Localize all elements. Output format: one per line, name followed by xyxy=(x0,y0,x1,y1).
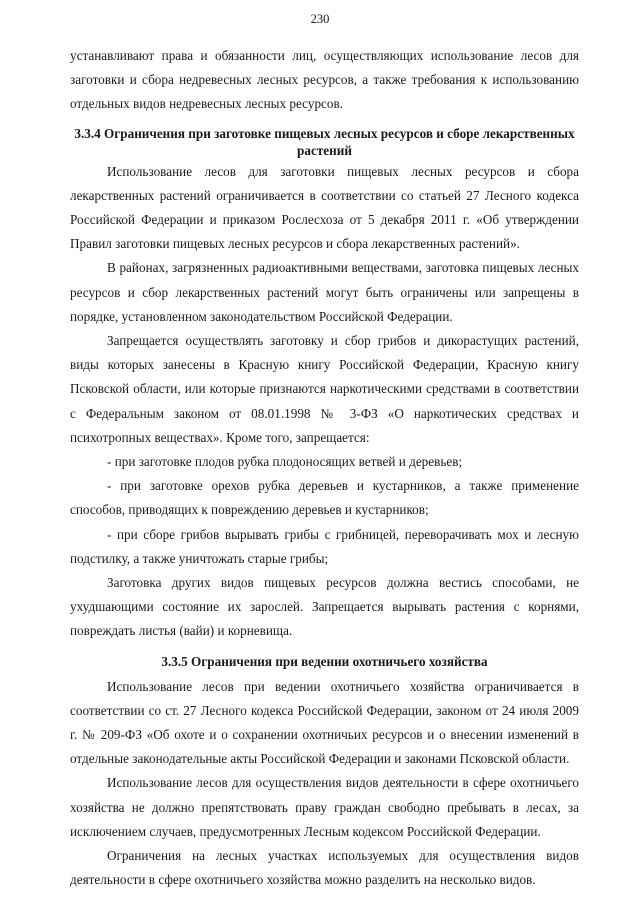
list-item: - при заготовке орехов рубка деревьев и кустарников, а также применение способов, приводящих к повреждению деревьев и кустарников; xyxy=(70,478,579,518)
section-heading-3-3-5: 3.3.5 Ограничения при ведении охотничьего хозяйства xyxy=(161,653,488,669)
intro-paragraph: устанавливают права и обязанности лиц, осуществляющих использование лесов для заготовки и сбора недревесных лесных ресурсов, а также требования к использованию отдельных видов недревесных лесных ресурсов. xyxy=(70,48,579,112)
list-item: - при сборе грибов вырывать грибы с грибницей, переворачивать мох и лесную подстилку, а также уничтожать старые грибы; xyxy=(70,526,579,566)
paragraph: Запрещается осуществлять заготовку и сбор грибов и дикорастущих растений, виды которых занесены в Красную книгу Российской Федерации, Красную книгу Псковской области, или которые признаются наркотическими средствами в соответствии с Федеральным законом от 08.01.1998 № 3-ФЗ «О наркотических средствах и психотропных веществах». Кроме того, запрещается: xyxy=(70,333,579,445)
page-number: 230 xyxy=(310,12,330,26)
paragraph: Использование лесов для осуществления видов деятельности в сфере охотничьего хозяйства не должно препятствовать праву граждан свободно пребывать в лесах, за исключением случаев, предусмотренных Лесным кодексом Российской Федерации. xyxy=(70,775,579,839)
paragraph: Ограничения на лесных участках используемых для осуществления видов деятельности в сфере охотничьего хозяйства можно разделить на несколько видов. xyxy=(70,848,579,888)
paragraph: Использование лесов при ведении охотничьего хозяйства ограничивается в соответствии со ст. 27 Лесного кодекса Российской Федерации, законом от 24 июля 2009 г. № 209-ФЗ «Об охоте и о сохранении охотничьих ресурсов и о внесении изменений в отдельные законодательные акты Российской Федерации и законами Псковской области. xyxy=(70,678,579,767)
paragraph: В районах, загрязненных радиоактивными веществами, заготовка пищевых лесных ресурсов и сбор лекарственных растений могут быть ограничены или запрещены в порядке, установленном законодательством Российской Федерации. xyxy=(70,260,579,324)
list-item: - при заготовке плодов рубка плодоносящих ветвей и деревьев; xyxy=(107,454,463,470)
section-heading-3-3-4: 3.3.4 Ограничения при заготовке пищевых лесных ресурсов и сборе лекарственных растений xyxy=(74,125,575,158)
paragraph: Заготовка других видов пищевых ресурсов должна вестись способами, не ухудшающими состояние их зарослей. Запрещается вырывать растения с корнями, повреждать листья (вайи) и корневища. xyxy=(70,575,579,639)
paragraph: Использование лесов для заготовки пищевых лесных ресурсов и сбора лекарственных растений ограничивается в соответствии со статьей 27 Лесного кодекса Российской Федерации и приказом Рослесхоза от 5 декабря 2011 г. «Об утверждении Правил заготовки пищевых лесных ресурсов и сбора лекарственных растений». xyxy=(70,163,579,252)
page-content xyxy=(70,44,579,893)
